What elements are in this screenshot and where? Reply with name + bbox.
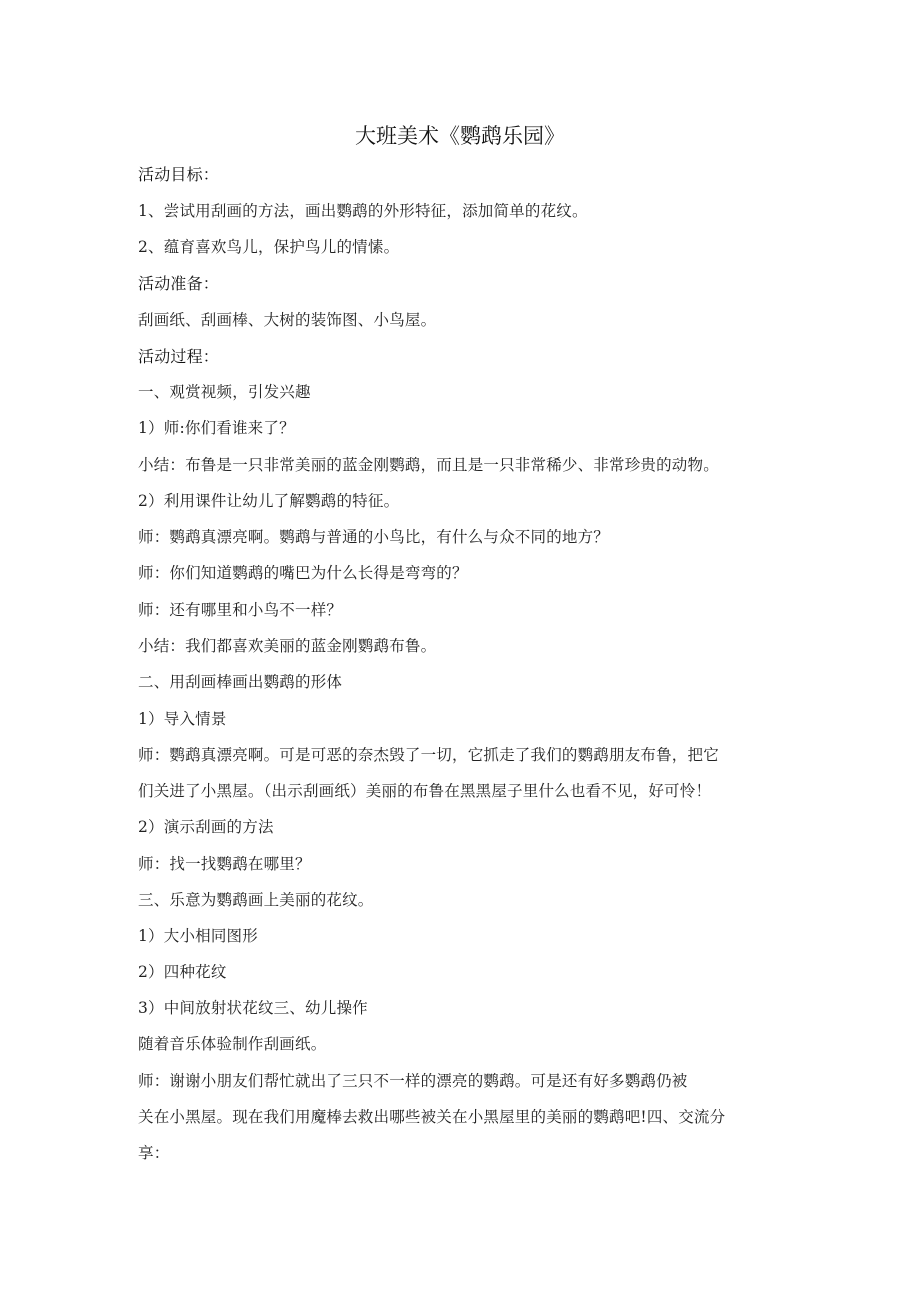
paragraph-line: 2）四种花纹 bbox=[138, 963, 227, 981]
paragraph-line: 小结：布鲁是一只非常美丽的蓝金刚鹦鹉，而且是一只非常稀少、非常珍贵的动物。 bbox=[138, 456, 719, 474]
paragraph-line: 刮画纸、刮画棒、大树的装饰图、小鸟屋。 bbox=[138, 311, 437, 329]
document-title: 大班美术《鹦鹉乐园》 bbox=[355, 124, 565, 148]
paragraph-line: 们关进了小黑屋。（出示刮画纸）美丽的布鲁在黑黑屋子里什么也看不见，好可怜！ bbox=[138, 782, 712, 800]
paragraph-line: 2）利用课件让幼儿了解鹦鹉的特征。 bbox=[138, 492, 400, 510]
paragraph-line: 享： bbox=[138, 1144, 170, 1162]
heading-preparation: 活动准备： bbox=[138, 274, 220, 293]
paragraph-line: 随着音乐体验制作刮画纸。 bbox=[138, 1035, 327, 1053]
heading-objectives: 活动目标： bbox=[138, 165, 220, 184]
paragraph-line: 2）演示刮画的方法 bbox=[138, 818, 274, 836]
paragraph-line: 1）大小相同图形 bbox=[138, 927, 258, 945]
paragraph-line: 师：鹦鹉真漂亮啊。可是可恶的奈杰毁了一切，它抓走了我们的鹦鹉朋友布鲁，把它 bbox=[138, 746, 719, 764]
paragraph-line: 2、蕴育喜欢鸟儿，保护鸟儿的情愫。 bbox=[138, 238, 400, 256]
paragraph-line: 3）中间放射状花纹三、幼儿操作 bbox=[138, 999, 368, 1017]
paragraph-line: 师：鹦鹉真漂亮啊。鹦鹉与普通的小鸟比，有什么与众不同的地方？ bbox=[138, 528, 610, 546]
paragraph-line: 师：还有哪里和小鸟不一样？ bbox=[138, 601, 343, 619]
paragraph-line: 一、观赏视频，引发兴趣 bbox=[138, 383, 311, 401]
paragraph-line: 小结：我们都喜欢美丽的蓝金刚鹦鹉布鲁。 bbox=[138, 637, 437, 655]
paragraph-line: 1、尝试用刮画的方法，画出鹦鹉的外形特征，添加简单的花纹。 bbox=[138, 202, 588, 220]
paragraph-line: 师：你们知道鹦鹉的嘴巴为什么长得是弯弯的？ bbox=[138, 564, 468, 582]
heading-process: 活动过程： bbox=[138, 347, 220, 366]
paragraph-line: 二、用刮画棒画出鹦鹉的形体 bbox=[138, 673, 343, 691]
paragraph-line: 师：谢谢小朋友们帮忙就出了三只不一样的漂亮的鹦鹉。可是还有好多鹦鹉仍被 bbox=[138, 1072, 688, 1090]
paragraph-line: 1）导入情景 bbox=[138, 710, 227, 728]
paragraph-line: 师：找一找鹦鹉在哪里？ bbox=[138, 855, 311, 873]
paragraph-line: 1）师:你们看谁来了？ bbox=[138, 419, 295, 437]
paragraph-line: 关在小黑屋。现在我们用魔棒去救出哪些被关在小黑屋里的美丽的鹦鹉吧!四、交流分 bbox=[138, 1108, 726, 1126]
paragraph-line: 三、乐意为鹦鹉画上美丽的花纹。 bbox=[138, 891, 374, 909]
